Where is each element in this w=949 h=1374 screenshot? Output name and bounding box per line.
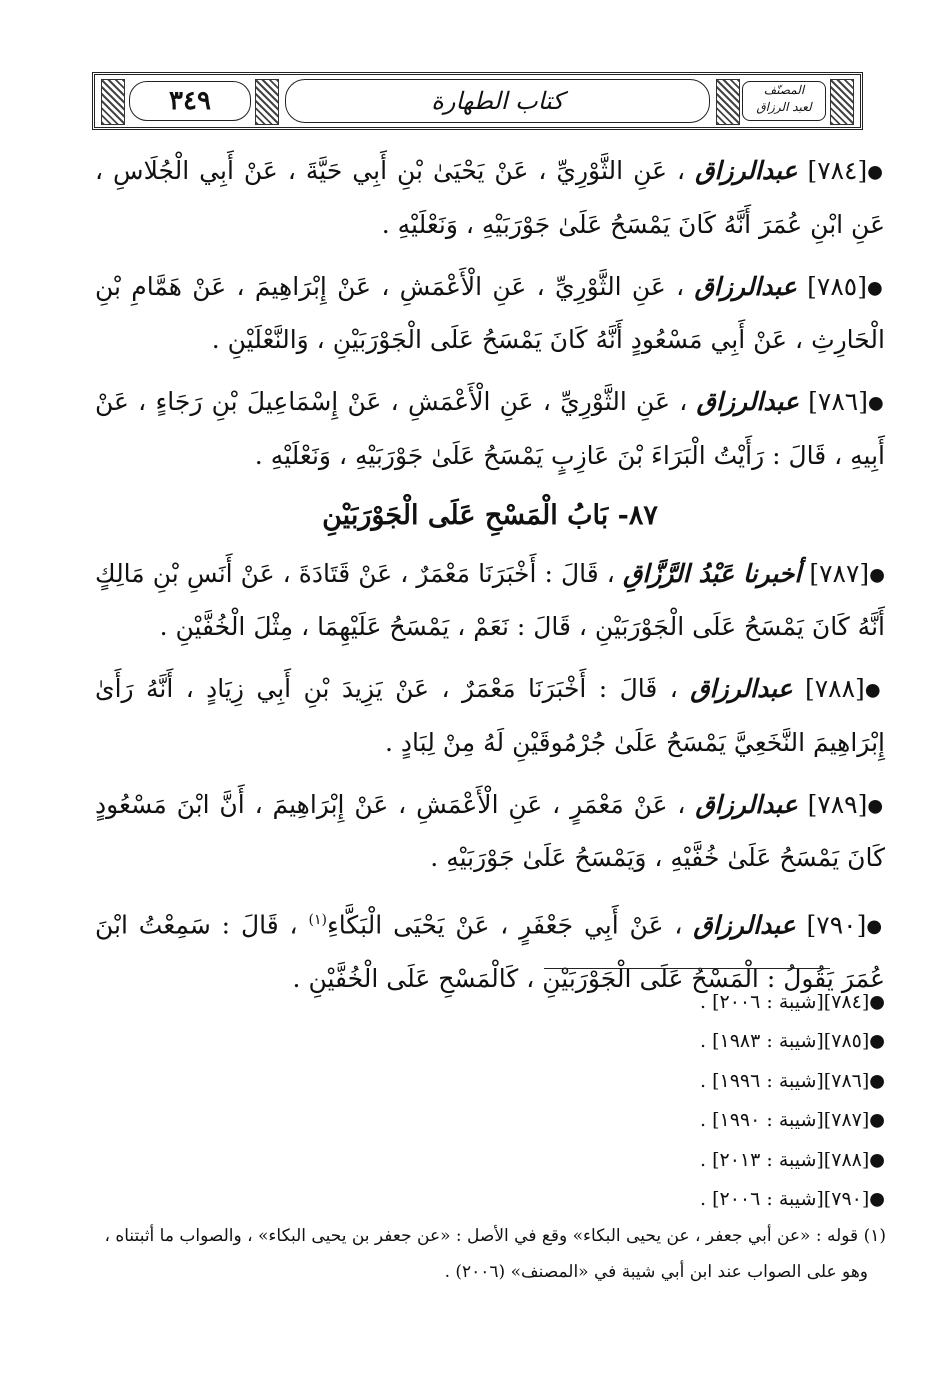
hadith-788: [95, 663, 885, 769]
narrator-name: أخبرنا عَبْدُ الرَّزَّاقِ: [622, 558, 802, 588]
hadith-number: [٧٨٧]: [809, 558, 870, 588]
reference-text: [٧٩٠][شيبة : ٢٠٠٦] .: [700, 1187, 870, 1210]
narrator-name: عبدالرزاق: [695, 789, 798, 819]
hadith-787: [95, 548, 885, 654]
chapter-title: ٨٧- بَابُ الْمَسْحِ عَلَى الْجَوْرَبَيْنِ: [322, 499, 658, 531]
footnote-line-2: وهو على الصواب عند ابن أبي شيبة في «المصنف» (٢٠٠٦) .: [444, 1262, 868, 1282]
bullet-icon: ●: [867, 795, 885, 816]
hadith-786: [95, 376, 885, 482]
footnote-divider: [544, 968, 830, 969]
bullet-icon: ●: [869, 1188, 885, 1210]
reference-item: [95, 1141, 885, 1180]
hadith-text: ، قَالَ : أَخْبَرَنَا مَعْمَرٌ ، عَنْ قَتَادَةَ ، عَنْ أَنَسِ بْنِ مَالِكٍ أَنَّهُ كَانَ يَمْسَحُ عَلَى الْجَوْرَبَيْنِ ، قَالَ : نَعَمْ ، يَمْسَحُ عَلَيْهِمَا ، مِثْلَ الْخُفَّيْنِ .: [95, 558, 885, 641]
narrator-name: عبدالرزاق: [696, 387, 799, 416]
reference-text: [٧٨٧][شيبة : ١٩٩٠] .: [700, 1109, 870, 1132]
reference-item: [95, 1062, 885, 1101]
bullet-icon: ●: [869, 991, 885, 1013]
ornament-left-outer: [101, 79, 125, 125]
bullet-icon: ●: [869, 1070, 885, 1092]
main-text: [95, 145, 885, 1015]
reference-item: [95, 1022, 885, 1061]
hadith-number: [٧٨٨]: [804, 674, 865, 703]
bullet-icon: ●: [869, 1149, 885, 1171]
bullet-icon: ●: [866, 277, 885, 298]
narrator-name: عبدالرزاق: [690, 674, 793, 703]
hadith-789: [95, 779, 885, 885]
footnote: [60, 1218, 886, 1290]
ornament-right-inner: [716, 79, 740, 125]
footnote-line-1: (١) قوله : «عن أبي جعفر ، عن يحيى البكاء» وقع في الأصل : «عن جعفر بن يحيى البكاء» ، والصواب ما أثبتناه ،: [104, 1226, 886, 1246]
bullet-icon: ●: [864, 679, 885, 701]
footnote-marker[interactable]: (١): [308, 912, 327, 928]
reference-item: [95, 983, 885, 1022]
hadith-number: [٧٨٦]: [808, 387, 868, 416]
narrator-name: عبدالرزاق: [693, 910, 796, 940]
page-header: [92, 72, 863, 130]
reference-item: [95, 1101, 885, 1140]
page-number: ٣٤٩: [129, 81, 251, 121]
ornament-right-outer: [830, 79, 854, 125]
bullet-icon: ●: [867, 161, 886, 183]
logo-line-2: لعبد الرزاق: [756, 100, 812, 114]
reference-text: [٧٨٨][شيبة : ٢٠١٣] .: [700, 1148, 870, 1171]
hadith-785: [95, 261, 885, 367]
bullet-icon: ●: [866, 915, 885, 937]
hadith-text: ، قَالَ : سَمِعْتُ ابْنَ عُمَرَ يَقُولُ : الْمَسْحُ عَلَى الْجَوْرَبَيْنِ ، كَالْمَسْحِ عَلَى الْخُفَّيْنِ .: [95, 910, 885, 993]
narrator-name: عبدالرزاق: [695, 156, 798, 185]
bullet-icon: ●: [869, 1109, 885, 1131]
reference-item: [95, 1180, 885, 1219]
hadith-text: ، قَالَ : أَخْبَرَنَا مَعْمَرٌ ، عَنْ يَزِيدَ بْنِ أَبِي زِيَادٍ ، أَنَّهُ رَأَىٰ إِبْرَاهِيمَ النَّخَعِيَّ يَمْسَحُ عَلَىٰ جُرْمُوقَيْنِ لَهُ مِنْ لِبَادٍ .: [95, 674, 885, 757]
hadith-text: ، عَنْ أَبِي جَعْفَرٍ ، عَنْ يَحْيَى الْبَكَّاءِ: [326, 910, 683, 940]
hadith-number: [٧٩٠]: [806, 910, 867, 940]
reference-text: [٧٨٥][شيبة : ١٩٨٣] .: [700, 1030, 870, 1053]
hadith-text: ، عَنْ مَعْمَرٍ ، عَنِ الْأَعْمَشِ ، عَنْ إِبْرَاهِيمَ ، أَنَّ ابْنَ مَسْعُودٍ كَانَ يَمْسَحُ عَلَىٰ خُفَّيْهِ ، وَيَمْسَحُ عَلَىٰ جَوْرَبَيْهِ .: [95, 789, 885, 872]
hadith-784: [95, 145, 885, 251]
hadith-number: [٧٨٩]: [807, 789, 868, 819]
bullet-icon: ●: [869, 1030, 885, 1052]
bullet-icon: ●: [869, 564, 886, 585]
bullet-icon: ●: [867, 392, 885, 414]
running-title: كتاب الطهارة: [285, 79, 710, 123]
reference-text: [٧٨٦][شيبة : ١٩٩٦] .: [700, 1069, 870, 1092]
hadith-number: [٧٨٥]: [807, 271, 867, 301]
ornament-left-inner: [255, 79, 279, 125]
hadith-text: ، عَنِ الثَّوْرِيِّ ، عَنْ يَحْيَىٰ بْنِ أَبِي حَيَّةَ ، عَنْ أَبِي الْجُلَاسِ ، عَنِ ابْنِ عُمَرَ أَنَّهُ كَانَ يَمْسَحُ عَلَىٰ جَوْرَبَيْهِ ، وَنَعْلَيْهِ .: [95, 156, 885, 239]
hadith-number: [٧٨٤]: [807, 156, 868, 185]
hadith-text: ، عَنِ الثَّوْرِيِّ ، عَنِ الْأَعْمَشِ ، عَنْ إِسْمَاعِيلَ بْنِ رَجَاءٍ ، عَنْ أَبِيهِ ، قَالَ : رَأَيْتُ الْبَرَاءَ بْنَ عَازِبٍ يَمْسَحُ عَلَىٰ جَوْرَبَيْهِ ، وَنَعْلَيْهِ .: [95, 387, 885, 470]
narrator-name: عبدالرزاق: [694, 271, 797, 301]
reference-list: [95, 983, 885, 1219]
reference-text: [٧٨٤][شيبة : ٢٠٠٦] .: [700, 991, 870, 1013]
book-logo: [742, 81, 826, 121]
logo-line-1: المصنّف: [763, 83, 805, 97]
hadith-text: ، عَنِ الثَّوْرِيِّ ، عَنِ الْأَعْمَشِ ، عَنْ إِبْرَاهِيمَ ، عَنْ هَمَّامِ بْنِ الْحَارِثِ ، عَنْ أَبِي مَسْعُودٍ أَنَّهُ كَانَ يَمْسَحُ عَلَى الْجَوْرَبَيْنِ ، وَالنَّعْلَيْنِ .: [95, 271, 885, 354]
